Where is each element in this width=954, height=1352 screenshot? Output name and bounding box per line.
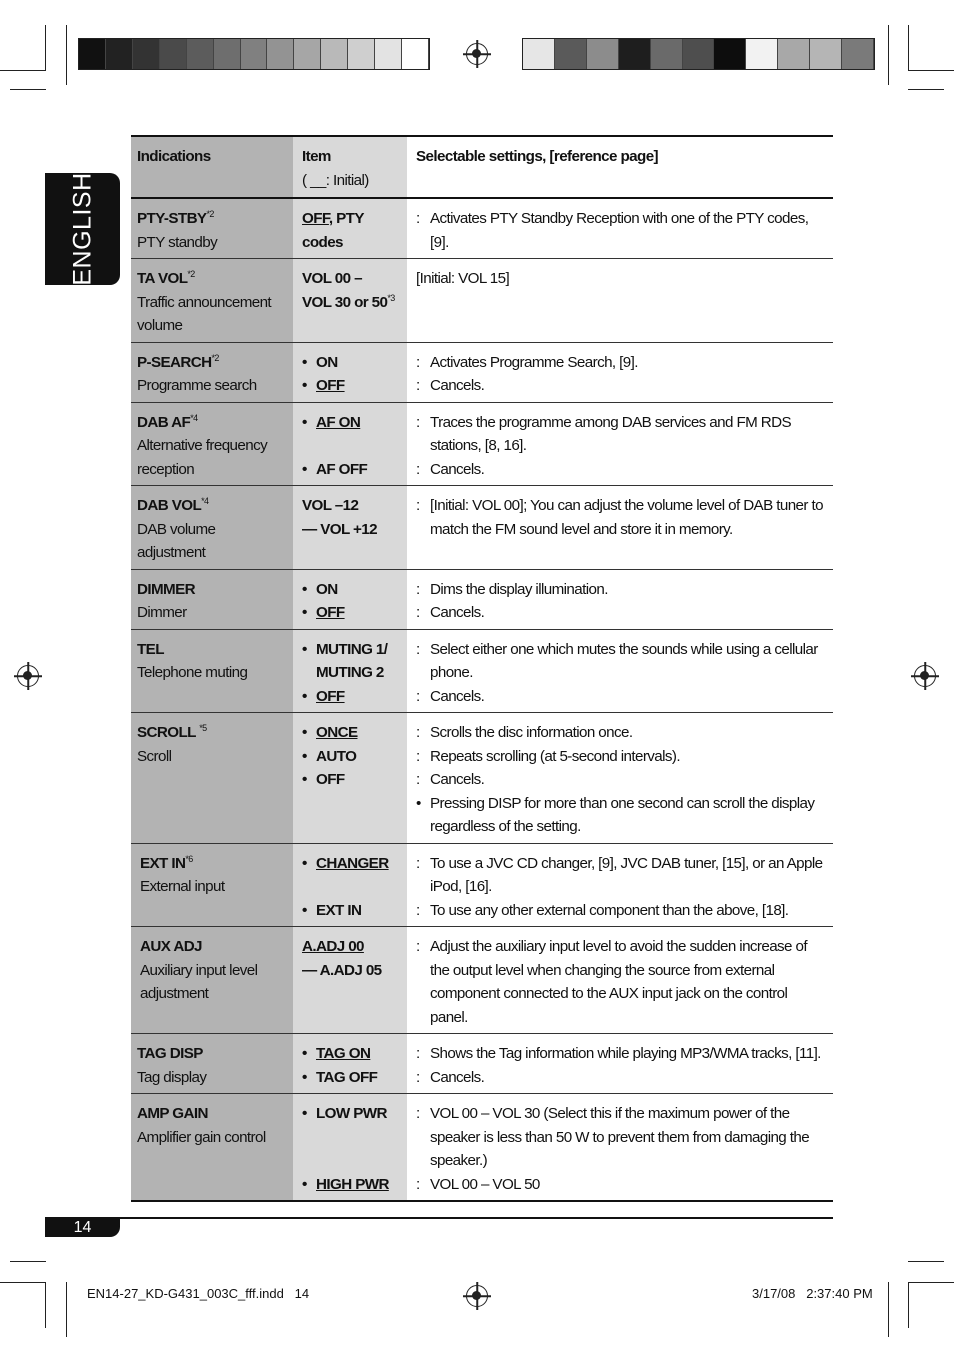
- color-swatch: [523, 39, 555, 69]
- slug-file: EN14-27_KD-G431_003C_fff.indd 14: [87, 1286, 310, 1301]
- crop-mark: [10, 1261, 46, 1262]
- item-value: A.ADJ 00: [302, 938, 364, 955]
- indication-desc: Tag display: [137, 1068, 207, 1086]
- indication-name: EXT IN: [140, 854, 186, 872]
- color-swatch: [160, 39, 187, 69]
- setting-desc: : To use a JVC CD changer, [9], JVC DAB tuner, [15], or an Apple iPod, [16].: [416, 852, 827, 899]
- crop-mark: [908, 25, 909, 71]
- indication-desc: Traffic announcement volume: [137, 293, 272, 334]
- setting-desc: : [Initial: VOL 00]; You can adjust the volume level of DAB tuner to match the FM sound level and store it in memory.: [416, 494, 827, 541]
- item-value: VOL –12: [302, 497, 359, 514]
- indication-name: DIMMER: [137, 580, 195, 598]
- item-value: • AUTO: [302, 745, 401, 769]
- color-swatch: [402, 39, 429, 69]
- crop-mark: [66, 25, 67, 85]
- crop-mark: [908, 1282, 954, 1283]
- item-value: • CHANGER: [302, 852, 401, 876]
- crop-mark: [10, 89, 46, 90]
- indication-desc: Scroll: [137, 747, 172, 765]
- setting-desc: : VOL 00 – VOL 50: [416, 1173, 827, 1197]
- table-row: [131, 927, 833, 1034]
- setting-desc: : Repeats scrolling (at 5-second intervals).: [416, 745, 827, 769]
- color-swatch: [214, 39, 241, 69]
- item-value: , PTY: [328, 210, 364, 227]
- setting-desc: : Cancels.: [416, 1066, 827, 1090]
- footnote-ref: *4: [190, 412, 198, 423]
- settings-table: [131, 135, 833, 1202]
- color-swatch: [321, 39, 348, 69]
- crop-mark: [888, 1282, 889, 1337]
- table-row: [131, 198, 833, 259]
- item-value: • AF OFF: [302, 458, 401, 482]
- footnote-ref: *2: [211, 352, 219, 363]
- indication-name: PTY-STBY: [137, 210, 207, 227]
- indication-name: DAB VOL: [137, 497, 202, 514]
- footnote-ref: *2: [206, 209, 214, 219]
- page-rule: [45, 1217, 833, 1219]
- item-value: VOL 00 –: [302, 270, 362, 287]
- item-value: • TAG OFF: [302, 1066, 401, 1090]
- footnote-ref: *6: [185, 853, 193, 864]
- item-value: VOL 30 or 50: [302, 293, 388, 311]
- item-value: • ONCE: [302, 721, 401, 745]
- item-value: • OFF: [302, 601, 401, 625]
- item-value: • ON: [302, 578, 401, 602]
- header-indications: Indications: [137, 148, 211, 165]
- item-value: — VOL +12: [302, 520, 377, 538]
- crop-mark: [908, 1282, 909, 1328]
- setting-desc: : Cancels.: [416, 458, 827, 482]
- item-value: • EXT IN: [302, 899, 401, 923]
- color-swatch: [651, 39, 683, 69]
- item-value: OFF: [302, 210, 329, 227]
- table-row: [131, 1034, 833, 1094]
- indication-desc: PTY standby: [137, 233, 218, 251]
- crop-mark: [45, 25, 46, 71]
- indication-name: AUX ADJ: [140, 938, 202, 955]
- item-value: • MUTING 1/: [302, 638, 401, 662]
- color-swatch: [267, 39, 294, 69]
- item-value: • AF ON: [302, 411, 401, 435]
- footnote-ref: *3: [387, 292, 395, 303]
- indication-desc: Alternative frequency reception: [137, 437, 268, 478]
- table-row: [131, 486, 833, 570]
- header-item-note: ( __: Initial): [302, 171, 369, 189]
- setting-desc: : VOL 00 – VOL 30 (Select this if the maximum power of the speaker is less than 50 W to prevent them from damaging the speaker.): [416, 1102, 827, 1173]
- color-swatch: [187, 39, 214, 69]
- color-swatch: [842, 39, 874, 69]
- setting-desc: : Cancels.: [416, 685, 827, 709]
- page-number: 14: [45, 1219, 120, 1237]
- language-tab: [45, 173, 120, 285]
- crop-mark: [66, 1282, 67, 1337]
- setting-desc: : Scrolls the disc information once.: [416, 721, 827, 745]
- table-header-row: [131, 136, 833, 198]
- indication-name: TAG DISP: [137, 1045, 203, 1062]
- color-bar-left: [78, 38, 430, 70]
- setting-desc: : Traces the programme among DAB services and FM RDS stations, [8, 16].: [416, 411, 827, 458]
- footnote-ref: *2: [187, 269, 195, 279]
- setting-desc: : Cancels.: [416, 768, 827, 792]
- item-value: • OFF: [302, 685, 401, 709]
- indication-desc: Auxiliary input level adjustment: [140, 961, 258, 1002]
- crop-mark: [888, 25, 889, 85]
- color-swatch: [587, 39, 619, 69]
- setting-desc: : Shows the Tag information while playing MP3/WMA tracks, [11].: [416, 1042, 827, 1066]
- color-bar-right: [522, 38, 875, 70]
- color-swatch: [79, 39, 106, 69]
- header-item: Item: [302, 148, 331, 165]
- indication-desc: DAB volume adjustment: [137, 520, 216, 561]
- crop-mark: [908, 70, 954, 71]
- indication-name: DAB AF: [137, 413, 191, 431]
- footnote-ref: *4: [201, 496, 209, 506]
- item-value: • ON: [302, 351, 401, 375]
- item-value: • TAG ON: [302, 1042, 401, 1066]
- color-swatch: [778, 39, 810, 69]
- setting-desc: : Adjust the auxiliary input level to avoid the sudden increase of the output level when changing the source from external component connected to the AUX input jack on the control panel.: [416, 935, 827, 1029]
- setting-desc: : Select either one which mutes the sounds while using a cellular phone.: [416, 638, 827, 685]
- setting-desc: : Dims the display illumination.: [416, 578, 827, 602]
- item-value: MUTING 2: [316, 664, 384, 681]
- indication-desc: External input: [140, 878, 225, 895]
- setting-desc: : To use any other external component than the above, [18].: [416, 899, 827, 923]
- color-swatch: [294, 39, 321, 69]
- setting-note: • Pressing DISP for more than one second can scroll the display regardless of the setting.: [416, 792, 827, 839]
- indication-name: P-SEARCH: [137, 353, 212, 371]
- crop-mark: [45, 1282, 46, 1328]
- color-swatch: [106, 39, 133, 69]
- crop-mark: [0, 70, 46, 71]
- table-row: [131, 629, 833, 713]
- table-row: [131, 569, 833, 629]
- crop-mark: [908, 89, 944, 90]
- slug-date: 3/17/08 2:37:40 PM: [752, 1286, 873, 1301]
- indication-desc: Telephone muting: [137, 664, 248, 681]
- indication-desc: Amplifier gain control: [137, 1128, 266, 1146]
- color-swatch: [348, 39, 375, 69]
- table-row: [131, 843, 833, 927]
- registration-mark-icon: [466, 43, 488, 65]
- registration-mark-icon: [914, 665, 936, 687]
- setting-desc: : Cancels.: [416, 601, 827, 625]
- indication-name: SCROLL: [137, 724, 200, 741]
- indication-name: TEL: [137, 640, 164, 658]
- indication-desc: Programme search: [137, 377, 257, 394]
- color-swatch: [241, 39, 268, 69]
- item-value: codes: [302, 233, 343, 251]
- indication-name: AMP GAIN: [137, 1105, 208, 1122]
- color-swatch: [714, 39, 746, 69]
- color-swatch: [810, 39, 842, 69]
- crop-mark: [908, 1261, 944, 1262]
- color-swatch: [619, 39, 651, 69]
- footnote-ref: *5: [199, 723, 207, 733]
- language-tab-label: ENGLISH: [68, 172, 96, 286]
- color-swatch: [133, 39, 160, 69]
- table-row: [131, 402, 833, 486]
- item-value: • OFF: [302, 374, 401, 398]
- item-value: • OFF: [302, 768, 401, 792]
- table-row: [131, 342, 833, 402]
- table-row: [131, 713, 833, 844]
- registration-mark-icon: [17, 665, 39, 687]
- setting-desc: [Initial: VOL 15]: [416, 270, 510, 287]
- crop-mark: [0, 1282, 46, 1283]
- color-swatch: [746, 39, 778, 69]
- indication-desc: Dimmer: [137, 604, 187, 621]
- color-swatch: [375, 39, 402, 69]
- item-value: — A.ADJ 05: [302, 961, 382, 979]
- color-swatch: [555, 39, 587, 69]
- table-row: [131, 1094, 833, 1202]
- color-swatch: [683, 39, 715, 69]
- item-value: • LOW PWR: [302, 1102, 401, 1126]
- indication-name: TA VOL: [137, 270, 188, 287]
- setting-desc: : Activates Programme Search, [9].: [416, 351, 827, 375]
- setting-desc: : Cancels.: [416, 374, 827, 398]
- header-settings: Selectable settings, [reference page]: [416, 148, 658, 165]
- setting-desc: : Activates PTY Standby Reception with one of the PTY codes, [9].: [416, 207, 827, 254]
- item-value: • HIGH PWR: [302, 1173, 401, 1197]
- table-row: [131, 259, 833, 343]
- registration-mark-icon: [466, 1285, 488, 1307]
